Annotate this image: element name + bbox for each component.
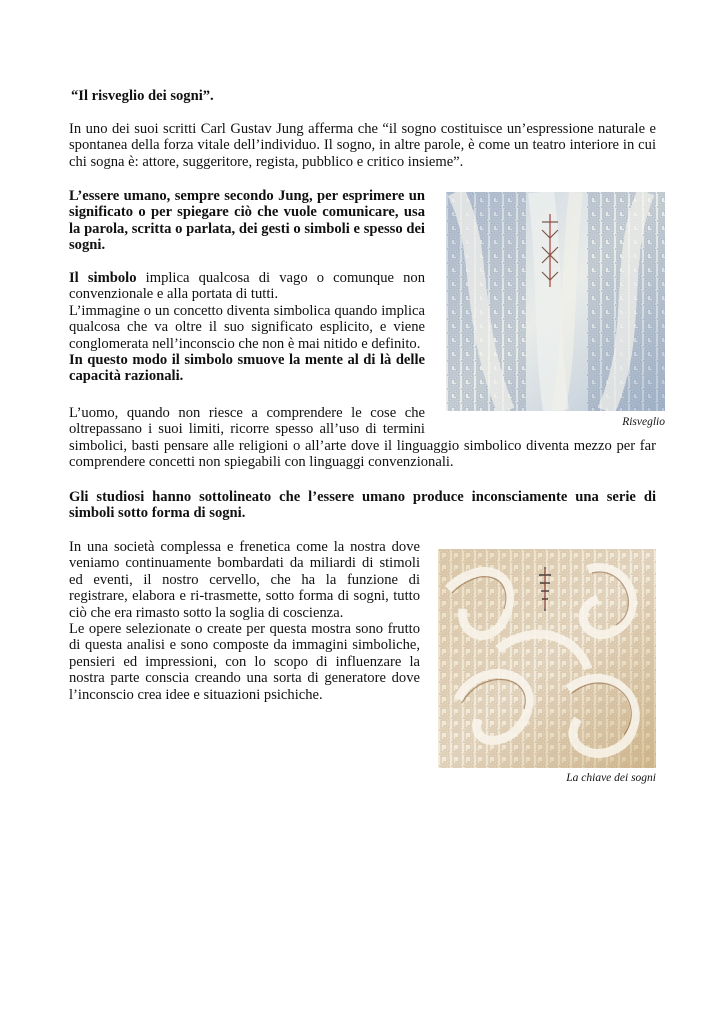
caption-chiave-dei-sogni: La chiave dei sogni	[566, 772, 656, 784]
text-line: ed eventi, il nostro cervello, che ha la funzione di	[69, 571, 420, 588]
caption-risveglio: Risveglio	[622, 416, 665, 428]
text-line: L’uomo, quando non riesce a comprendere le cose che	[69, 405, 425, 421]
text-line: qualcosa che va oltre il suo significato esplicito, e viene	[69, 319, 425, 336]
text-line: comprendere concetti non spiegabili con linguaggi convenzionali.	[69, 454, 454, 471]
text-line: spontanea della forza vitale dell’individuo. Il sogno, in altre parole, è come un teatro interiore in cui	[69, 137, 656, 154]
text-line: di questa analisi e sono composte da immagini simboliche,	[69, 637, 420, 654]
text-line: oltrepassano i suoi limiti, ricorre spesso all’uso di termini	[69, 421, 425, 438]
text-line: In uno dei suoi scritti Carl Gustav Jung afferma che “il sogno costituisce un’espressione naturale e	[69, 121, 656, 137]
text-line: simbolici, basti pensare alle religioni o all’arte dove il linguaggio simbolico diventa mezzo per far	[69, 438, 656, 454]
symbol-paragraph	[69, 270, 425, 385]
text-line: pensieri ed impressioni, con lo scopo di influenzare la	[69, 653, 420, 670]
text-line: In questo modo il simbolo smuove la mente al di là delle	[69, 352, 425, 369]
text-line: conglomerata nell’inconscio che non è mai nitido e definito.	[69, 335, 421, 352]
text-line: registrare, elabora e ri-trasmette, sotto forma di sogni, tutto	[69, 588, 420, 605]
artwork-risveglio	[446, 192, 665, 411]
text-line: chi sogna è: attore, suggeritore, regista, pubblico e critico insieme”.	[69, 153, 464, 170]
text-line: significato o per spiegare ciò che vuole comunicare, usa	[69, 204, 425, 221]
text-line: Le opere selezionate o create per questa mostra sono frutto	[69, 621, 420, 638]
text-line: capacità razionali.	[69, 368, 184, 385]
text-line: In una società complessa e frenetica come la nostra dove	[69, 539, 420, 555]
intro-paragraph	[69, 121, 656, 170]
text-line: ciò che era rimasto sotto la soglia di coscienza.	[69, 604, 344, 621]
text-line: la parola, scritta o parlata, dei gesti o simboli e spesso dei	[69, 220, 425, 237]
symbol-lead: Il simbolo	[69, 270, 137, 286]
text-line	[69, 270, 425, 286]
artwork-chiave-dei-sogni	[438, 549, 656, 768]
text-line: l’inconscio crea idee e situazioni psichiche.	[69, 686, 323, 703]
symbol-line1: implica qualcosa di vago o comunque non	[136, 270, 425, 286]
text-line: veniamo continuamente bombardati da miliardi di stimoli	[69, 555, 420, 572]
man-paragraph-top	[69, 405, 425, 438]
text-line: convenzionale e alla portata di tutti.	[69, 286, 279, 303]
jung-paragraph	[69, 188, 425, 254]
text-line: simboli sotto forma di sogni.	[69, 505, 246, 522]
text-line: L’immagine o un concetto diventa simbolica quando implica	[69, 302, 425, 319]
society-paragraph	[69, 539, 420, 703]
studies-paragraph	[69, 489, 656, 522]
text-line: sogni.	[69, 237, 106, 254]
text-line: L’essere umano, sempre secondo Jung, per esprimere un	[69, 188, 425, 204]
man-paragraph-bottom	[69, 438, 656, 471]
text-line: Gli studiosi hanno sottolineato che l’essere umano produce inconsciamente una serie di	[69, 489, 656, 505]
text-line: nostra parte conscia creando una sorta di generatore dove	[69, 670, 420, 687]
document-title: “Il risveglio dei sogni”.	[71, 88, 214, 104]
